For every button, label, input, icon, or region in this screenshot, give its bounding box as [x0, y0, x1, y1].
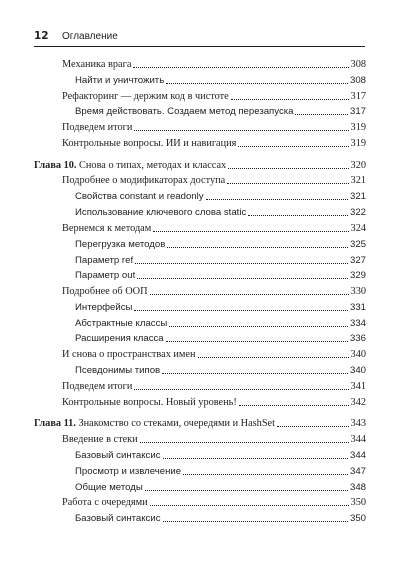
toc-entry-title [75, 106, 293, 118]
toc-entry-title [62, 286, 148, 298]
toc-chapter-entry [34, 416, 366, 430]
toc-page-number: 325 [349, 239, 366, 250]
entry-text: Псевдонимы типов [75, 365, 161, 376]
toc-entry-title [75, 270, 135, 282]
toc-entry-title [62, 349, 196, 361]
toc-entry [62, 89, 366, 103]
toc-entry [62, 284, 366, 298]
entry-text: Рефакторинг — держим код в чистоте [62, 91, 229, 102]
entry-text: Подведем итоги [62, 381, 133, 392]
toc-entry-title [75, 207, 246, 219]
toc-entry [75, 511, 366, 525]
toc-page-number: 340 [350, 349, 366, 360]
toc-page-number: 343 [350, 418, 366, 429]
toc-page-number: 350 [349, 513, 366, 524]
page-number: 12 [34, 30, 49, 42]
entry-text: Расширения класса [75, 333, 164, 344]
entry-text: Контрольные вопросы. ИИ и навигация [62, 138, 237, 149]
toc-entry [62, 221, 366, 235]
toc-page-number: 321 [350, 175, 366, 186]
leader-dots [183, 474, 348, 475]
toc-entry-title [75, 466, 181, 478]
leader-dots [163, 521, 348, 522]
leader-dots [227, 183, 348, 184]
entry-text: Параметр out [75, 270, 136, 281]
entry-text: Использование ключевого слова static [75, 207, 247, 218]
leader-dots [295, 114, 348, 115]
toc-entry [75, 300, 366, 314]
toc-entry-title [75, 513, 161, 525]
leader-dots [134, 389, 348, 390]
toc-page-number: 308 [350, 59, 366, 70]
leader-dots [134, 310, 348, 311]
entry-text: Вернемся к методам [62, 223, 152, 234]
entry-text: Контрольные вопросы. Новый уровень! [62, 397, 237, 408]
entry-text: Подробнее об ООП [62, 286, 148, 297]
leader-dots [150, 294, 349, 295]
toc-entry-title [62, 175, 225, 187]
leader-dots [231, 99, 349, 100]
toc-entry [75, 316, 366, 330]
chapter-label: Глава 10. [34, 160, 77, 171]
toc-entry [75, 189, 366, 203]
entry-text: Снова о типах, методах и классах [76, 160, 227, 171]
toc-page-number: 342 [350, 397, 366, 408]
leader-dots [135, 263, 348, 264]
toc-entry [62, 347, 366, 361]
leader-dots [134, 130, 348, 131]
entry-text: Время действовать. Создаем метод перезапуска [75, 106, 294, 117]
toc-entry-title [34, 418, 275, 430]
toc-entry-title [75, 255, 133, 267]
entry-text: Знакомство со стеками, очередями и HashSet [75, 418, 275, 429]
entry-text: Подробнее о модификаторах доступа [62, 175, 226, 186]
entry-text: Абстрактные классы [75, 318, 168, 329]
toc-entry [75, 104, 366, 118]
toc-entry [75, 331, 366, 345]
toc-entry [75, 253, 366, 267]
toc-page-number: 317 [350, 91, 366, 102]
entry-text: Подведем итоги [62, 122, 133, 133]
entry-text: Просмотр и извлечение [75, 466, 182, 477]
toc-entry [62, 432, 366, 446]
leader-dots [166, 341, 348, 342]
toc-entry-title [62, 91, 229, 103]
toc-entry [62, 379, 366, 393]
toc-entry-title [62, 434, 138, 446]
leader-dots [206, 199, 348, 200]
entry-text: Перегрузка методов [75, 239, 166, 250]
leader-dots [167, 247, 348, 248]
toc-entry-title [34, 160, 226, 172]
entry-text: Интерфейсы [75, 302, 133, 313]
toc-page-number: 350 [350, 497, 366, 508]
entry-text: Базовый синтаксис [75, 450, 161, 461]
toc-page-number: 317 [349, 106, 366, 117]
toc-page-number: 330 [350, 286, 366, 297]
entry-text: Найти и уничтожить [75, 75, 165, 86]
toc-entry-title [62, 138, 236, 150]
running-title: Оглавление [62, 31, 118, 42]
toc-entry [75, 363, 366, 377]
entry-text: Базовый синтаксис [75, 513, 161, 524]
leader-dots [133, 67, 348, 68]
toc-entry-title [75, 450, 161, 462]
toc-entry [62, 173, 366, 187]
toc-page-number: 327 [349, 255, 366, 266]
toc-page-number: 331 [349, 302, 366, 313]
toc-entry [62, 136, 366, 150]
entry-text: И снова о пространствах имен [62, 349, 196, 360]
toc-entry-title [75, 333, 164, 345]
leader-dots [145, 490, 348, 491]
toc-entry [62, 395, 366, 409]
toc-entry-title [62, 497, 148, 509]
toc-page-number: 334 [349, 318, 366, 329]
toc-page-number: 320 [350, 160, 366, 171]
entry-text: Механика врага [62, 59, 132, 70]
running-header [34, 30, 365, 47]
toc-page-number: 319 [350, 138, 366, 149]
toc-page-number: 319 [350, 122, 366, 133]
leader-dots [153, 231, 348, 232]
entry-text: Свойства constant и readonly [75, 191, 204, 202]
toc-chapter-entry [34, 158, 366, 172]
toc-page-number: 324 [350, 223, 366, 234]
entry-text: Параметр ref [75, 255, 134, 266]
leader-dots [198, 357, 349, 358]
toc-page-number: 322 [349, 207, 366, 218]
leader-dots [239, 405, 349, 406]
toc-entry [75, 480, 366, 494]
leader-dots [137, 278, 348, 279]
toc-entry-title [62, 223, 151, 235]
toc-entry [75, 464, 366, 478]
leader-dots [162, 373, 348, 374]
toc-entry [75, 205, 366, 219]
leader-dots [277, 426, 349, 427]
leader-dots [166, 83, 348, 84]
toc-entry-title [75, 75, 164, 87]
toc-entry-title [75, 302, 132, 314]
toc-page-number: 336 [349, 333, 366, 344]
toc-entry [75, 448, 366, 462]
toc-entry-title [75, 239, 165, 251]
toc-entry-title [75, 365, 160, 377]
toc-entry-title [75, 191, 204, 203]
toc-page-number: 340 [349, 365, 366, 376]
toc-entry-title [62, 122, 132, 134]
toc-entry [62, 57, 366, 71]
toc-page-number: 341 [350, 381, 366, 392]
leader-dots [248, 215, 348, 216]
leader-dots [140, 442, 349, 443]
toc-page-number: 344 [349, 450, 366, 461]
leader-dots [238, 146, 348, 147]
toc-entry-title [62, 397, 237, 409]
toc-entry [75, 237, 366, 251]
toc-entry [75, 73, 366, 87]
chapter-label: Глава 11. [34, 418, 76, 429]
toc-entry [62, 495, 366, 509]
toc-page-number: 348 [349, 482, 366, 493]
toc-entry [62, 120, 366, 134]
toc-entry-title [62, 381, 132, 393]
toc-page-number: 344 [350, 434, 366, 445]
toc-entry-title [75, 482, 143, 494]
leader-dots [169, 326, 348, 327]
toc-page-number: 308 [349, 75, 366, 86]
leader-dots [150, 505, 349, 506]
entry-text: Общие методы [75, 482, 143, 493]
toc-page-number: 329 [349, 270, 366, 281]
toc-page-number: 321 [349, 191, 366, 202]
toc-entry-title [62, 59, 131, 71]
entry-text: Работа с очередями [62, 497, 148, 508]
toc-entry [75, 268, 366, 282]
entry-text: Введение в стеки [62, 434, 138, 445]
leader-dots [163, 458, 348, 459]
toc-entry-title [75, 318, 167, 330]
leader-dots [228, 168, 348, 169]
toc-page-number: 347 [349, 466, 366, 477]
